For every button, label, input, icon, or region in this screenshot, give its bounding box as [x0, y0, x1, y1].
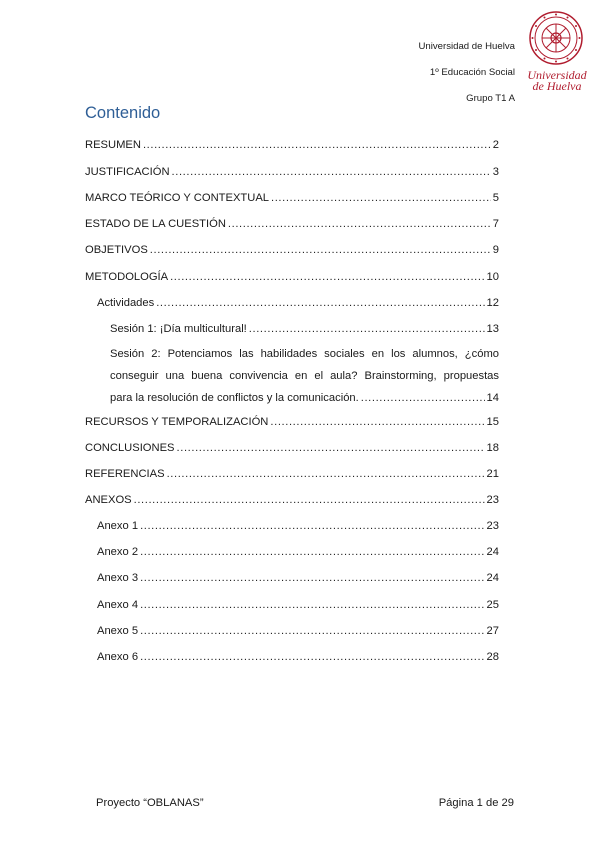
toc-page: 12: [486, 297, 499, 309]
toc-entry-sesion-1[interactable]: [110, 321, 499, 337]
toc-entry-anexo-1[interactable]: [97, 518, 499, 534]
toc-page: 23: [486, 494, 499, 506]
toc-label: ESTADO DE LA CUESTIÓN: [85, 218, 226, 230]
toc-entry-referencias[interactable]: [85, 466, 499, 482]
toc-leader: [140, 544, 484, 560]
toc-page: 5: [492, 192, 499, 204]
toc-entry-estado-cuestion[interactable]: [85, 216, 499, 232]
toc-label: Anexo 6: [97, 651, 139, 663]
toc-entry-actividades[interactable]: [97, 295, 499, 311]
toc-leader: [134, 492, 485, 508]
toc-label-line-2: conseguir una buena convivencia en el aula? Brainstorming, propuestas: [110, 370, 499, 382]
header-info: [418, 34, 515, 112]
toc-label: METODOLOGÍA: [85, 271, 169, 283]
toc-page: 7: [492, 218, 499, 230]
toc-entry-anexo-5[interactable]: [97, 623, 499, 639]
toc-leader: [140, 570, 484, 586]
toc-entry-anexo-3[interactable]: [97, 570, 499, 586]
header-course: 1º Educación Social: [429, 67, 515, 78]
toc-entry-resumen[interactable]: [85, 137, 499, 153]
toc-page: 28: [486, 651, 499, 663]
toc-label: RESUMEN: [85, 139, 141, 151]
header-group: Grupo T1 A: [466, 93, 515, 104]
toc-page: 15: [486, 416, 499, 428]
toc-label: RECURSOS Y TEMPORALIZACIÓN: [85, 416, 269, 428]
toc-entry-marco-teorico[interactable]: [85, 190, 499, 206]
toc-entry-recursos[interactable]: [85, 414, 499, 430]
university-logo-text: [524, 70, 590, 92]
toc-page: 13: [486, 323, 499, 335]
toc-entry-justificacion[interactable]: [85, 164, 499, 180]
toc-page: 25: [486, 599, 499, 611]
toc-entry-metodologia[interactable]: [85, 269, 499, 285]
toc-label: Anexo 1: [97, 520, 139, 532]
toc-leader: [270, 414, 484, 430]
footer-page-number: Página 1 de 29: [438, 797, 514, 809]
toc-leader: [140, 649, 484, 665]
toc-label: ANEXOS: [85, 494, 132, 506]
logo-line-2: de Huelva: [532, 79, 582, 93]
toc-entry-objetivos[interactable]: [85, 242, 499, 258]
toc-leader: [140, 623, 484, 639]
toc-leader: [140, 518, 484, 534]
toc-label: Sesión 1: ¡Día multicultural!: [110, 323, 247, 335]
toc-page: 24: [486, 572, 499, 584]
toc-page: 24: [486, 546, 499, 558]
toc-leader: [143, 137, 491, 153]
toc-label: CONCLUSIONES: [85, 442, 175, 454]
toc-leader: [271, 190, 491, 206]
toc-leader: [167, 466, 485, 482]
toc-page: 21: [486, 468, 499, 480]
toc-leader: [361, 387, 485, 409]
toc-label: Anexo 4: [97, 599, 139, 611]
toc-page: 3: [492, 166, 499, 178]
toc-leader: [249, 321, 485, 337]
toc-leader: [170, 269, 484, 285]
toc-page: 27: [486, 625, 499, 637]
toc-label: Anexo 2: [97, 546, 139, 558]
toc-entry-conclusiones[interactable]: [85, 440, 499, 456]
page-title: Contenido: [85, 104, 161, 122]
toc-entry-anexo-6[interactable]: [97, 649, 499, 665]
toc-last-line: [110, 387, 499, 409]
toc-page: 14: [486, 392, 499, 404]
toc-page: 23: [486, 520, 499, 532]
toc-leader: [172, 164, 491, 180]
toc-label-line-1: Sesión 2: Potenciamos las habilidades sociales en los alumnos, ¿cómo: [110, 348, 499, 360]
toc-label: JUSTIFICACIÓN: [85, 166, 170, 178]
toc-label: MARCO TEÓRICO Y CONTEXTUAL: [85, 192, 270, 204]
header-university: Universidad de Huelva: [418, 41, 515, 52]
toc-entry-sesion-2[interactable]: [110, 343, 499, 409]
toc-leader: [140, 597, 484, 613]
toc-entry-anexos[interactable]: [85, 492, 499, 508]
toc-page: 9: [492, 244, 499, 256]
toc-leader: [156, 295, 484, 311]
toc-leader: [150, 242, 491, 258]
toc-label: Anexo 5: [97, 625, 139, 637]
toc-label: REFERENCIAS: [85, 468, 165, 480]
toc-label: Actividades: [97, 297, 155, 309]
toc-entry-anexo-2[interactable]: [97, 544, 499, 560]
footer-project: Proyecto “OBLANAS”: [96, 797, 204, 809]
toc-leader: [177, 440, 485, 456]
toc-entry-anexo-4[interactable]: [97, 597, 499, 613]
toc-label-line-3: para la resolución de conflictos y la comunicación.: [110, 392, 359, 404]
toc-page: 2: [492, 139, 499, 151]
toc-page: 18: [486, 442, 499, 454]
toc-leader: [228, 216, 491, 232]
university-seal-icon: [528, 10, 584, 66]
toc-label: Anexo 3: [97, 572, 139, 584]
logo-line-1: Universidad: [527, 68, 587, 82]
toc-page: 10: [486, 271, 499, 283]
toc-label: OBJETIVOS: [85, 244, 148, 256]
